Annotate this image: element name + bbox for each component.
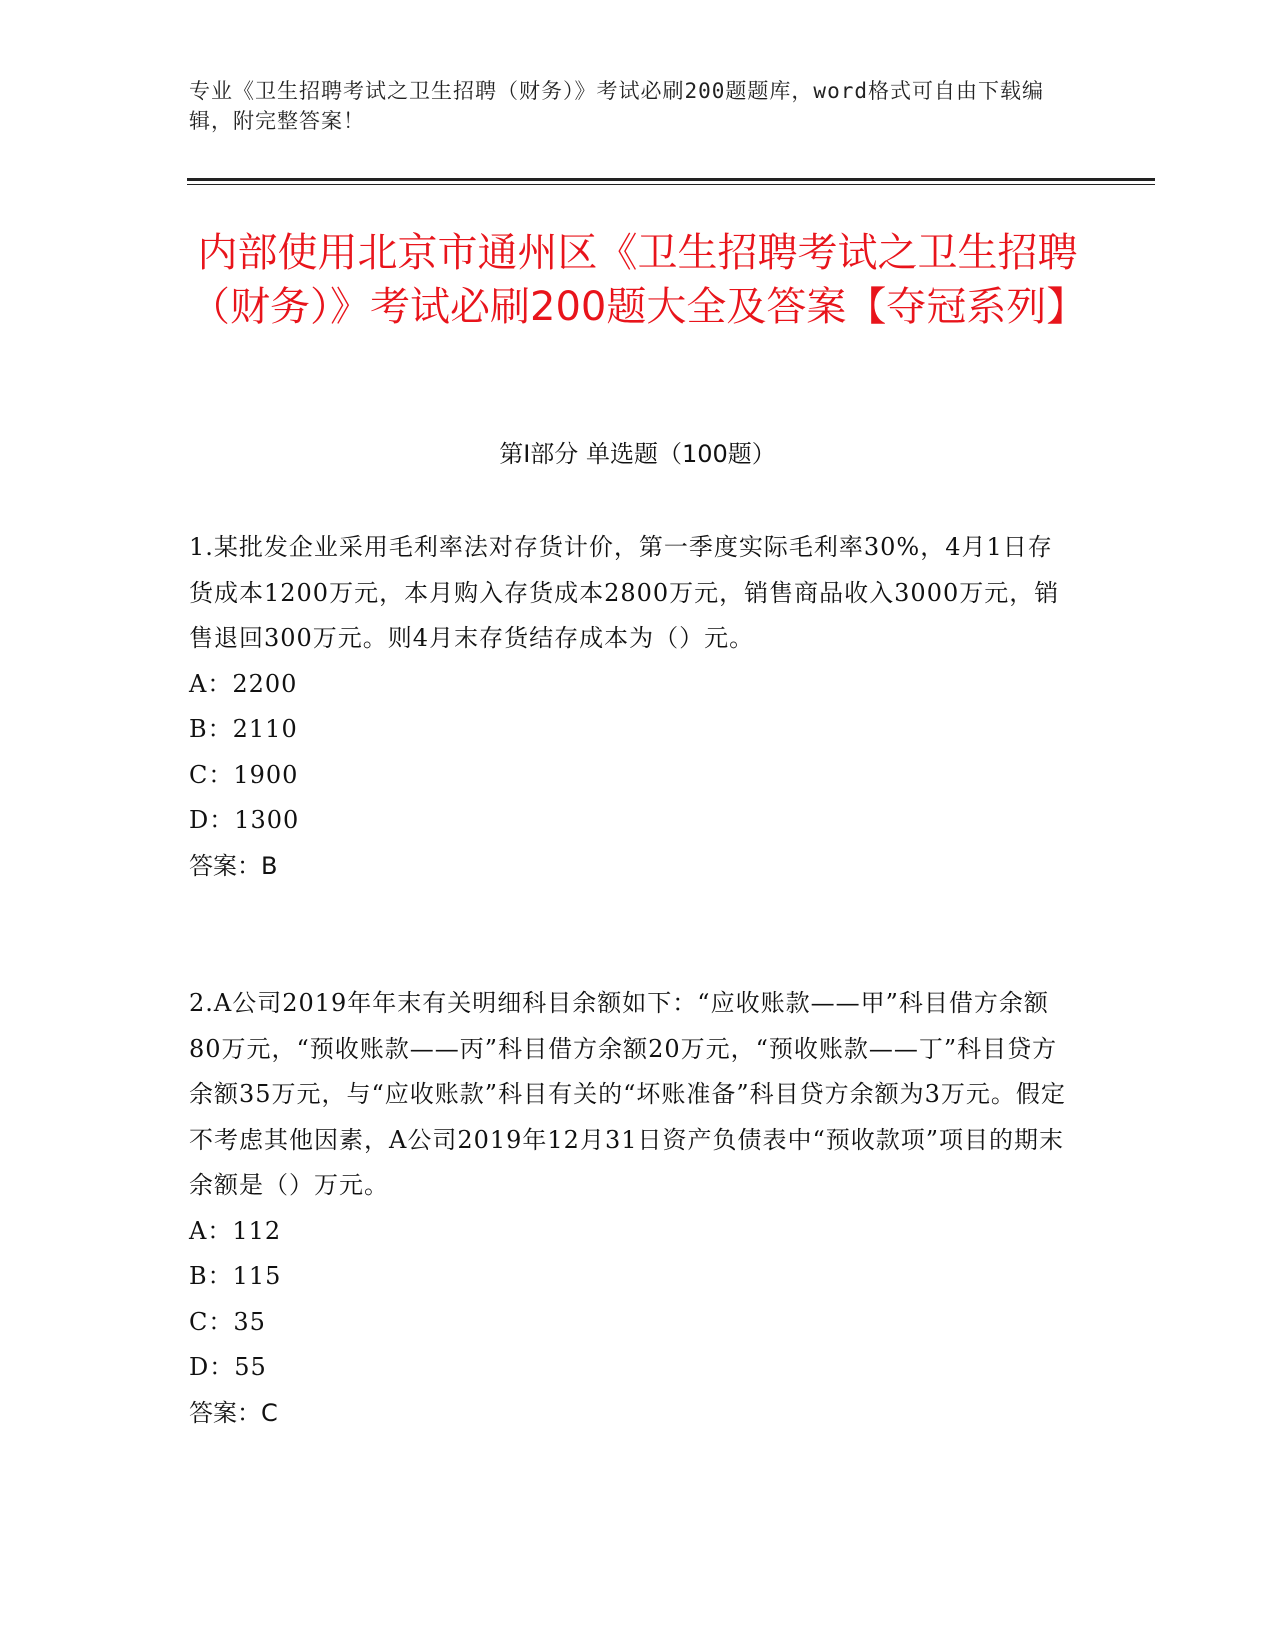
answer-line: 答案：C [189, 1398, 278, 1427]
option-d: D：1300 [189, 806, 300, 834]
question-stem: 1.某批发企业采用毛利率法对存货计价，第一季度实际毛利率30%，4月1日存货成本1200万元，本月购入存货成本2800万元，销售商品收入3000万元，销售退回300万元。则4月末存货结存成本为（）元。 [189, 533, 1060, 652]
document-title: 内部使用北京市通州区《卫生招聘考试之卫生招聘（财务）》考试必刷200题大全及答案【夺冠系列】 [190, 230, 1087, 330]
question-stem: 2.A公司2019年年末有关明细科目余额如下：“应收账款——甲”科目借方余额80万元，“预收账款——丙”科目借方余额20万元，“预收账款——丁”科目贷方余额35万元，与“应收账款”科目有关的“坏账准备”科目贷方余额为3万元。假定不考虑其他因素，A公司2019年12月31日资产负债表中“预收款项”项目的期末余额是（）万元。 [189, 989, 1066, 1199]
header-divider-thick [187, 178, 1155, 181]
question-block [189, 525, 1069, 889]
section-heading: 第I部分 单选题（100题） [499, 440, 776, 468]
option-b: B：2110 [189, 715, 298, 743]
question-block [189, 981, 1069, 1436]
option-b: B：115 [189, 1262, 282, 1290]
option-a: A：112 [189, 1216, 282, 1245]
option-d: D：55 [189, 1353, 267, 1381]
option-a: A：2200 [189, 669, 298, 698]
header-note: 专业《卫生招聘考试之卫生招聘（财务）》考试必刷200题题库，word格式可自由下载编辑，附完整答案！ [189, 79, 1044, 133]
answer-line: 答案：B [189, 851, 278, 880]
option-c: C：1900 [189, 760, 299, 789]
option-c: C：35 [189, 1307, 266, 1336]
header-divider-thin [187, 184, 1155, 185]
